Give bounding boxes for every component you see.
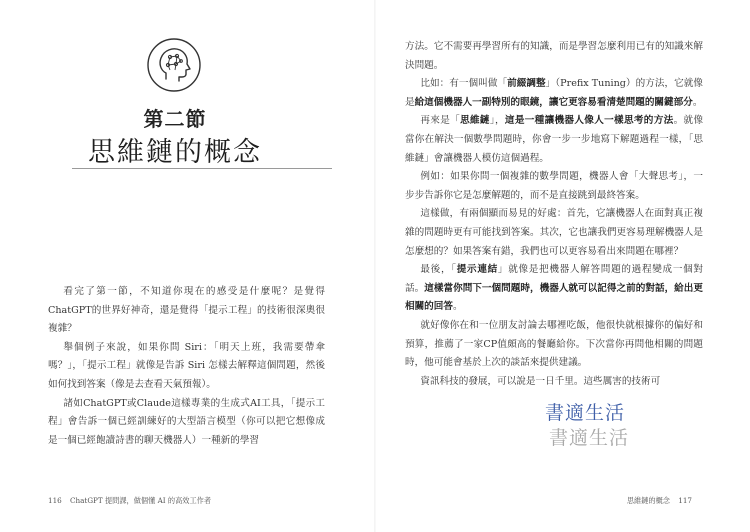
- running-title: 思維鏈的概念: [626, 496, 670, 505]
- bold-text: 前綴調整: [507, 78, 546, 90]
- bold-text: 思維鏈: [460, 115, 490, 127]
- text-run: 」，: [489, 115, 505, 127]
- right-body-text: [405, 38, 703, 391]
- title-divider: [72, 168, 332, 169]
- paragraph: [405, 38, 703, 75]
- paragraph: [405, 112, 703, 168]
- bold-text: 給這個機器人一副特別的眼鏡，讓它更容易看清楚問題的關鍵部分: [414, 96, 693, 108]
- section-title: 思維鏈的概念: [88, 137, 262, 168]
- paragraph: [405, 205, 703, 261]
- page-number: 117: [678, 496, 692, 505]
- paragraph: [405, 168, 703, 205]
- book-title: ChatGPT 提問課，做個懂 AI 的高效工作者: [70, 496, 212, 505]
- bold-text: 提示連結: [456, 264, 498, 276]
- text-run: 資訊科技的發展，可以說是一日千里。這些厲害的技術可: [420, 375, 661, 387]
- page-number: 116: [48, 496, 62, 505]
- paragraph: 諸如ChatGPT或Claude這樣專業的生成式AI工具，「提示工程」會告訴一個已經訓練好的大型語言模型（你可以把它想像成是一個已經飽讀詩書的聊天機器人）一種新的學習: [48, 397, 325, 446]
- paragraph: [405, 373, 703, 392]
- right-footer: [627, 496, 698, 506]
- left-body-text: [48, 283, 325, 450]
- text-run: 」就像是把機器人解答問題的過程變成一個對話。: [405, 264, 704, 294]
- paragraph: [405, 317, 703, 373]
- section-number: 第二節: [143, 107, 207, 131]
- text-run: 。就像當你在解決一個數學問題時，你會一步一步地寫下解題過程一樣，「思維鏈」會讓機器人模仿這個過程。: [405, 115, 704, 164]
- head-profile-circuit-icon: [146, 37, 202, 93]
- text-run: 比如：有一個叫做「: [420, 78, 508, 90]
- text-run: 方法。它不需要再學習所有的知識，而是學習怎麼利用已有的知識來解決問題。: [405, 41, 703, 71]
- text-run: 」（Prefix Tuning）的方法，它就像是: [405, 78, 704, 108]
- text-run: 再來是「: [420, 115, 461, 127]
- bold-text: 這樣當你問下一個問題時，機器人就可以記得之前的對話，給出更相關的回答: [405, 282, 704, 313]
- paragraph: 看完了第一節，不知道你現在的感受是什麼呢？是覺得ChatGPT的世界好神奇，還是覺得「提示工程」的技術很深奧很複雜？: [48, 286, 325, 335]
- paragraph: [405, 261, 703, 317]
- text-run: 就好像你在和一位朋友討論去哪裡吃飯，他很快就根據你的偏好和預算，推薦了一家CP值頗高的餐廳給你。下次當你再問他相關的問題時，他可能會基於上次的談話來提供建議。: [405, 319, 703, 369]
- watermark-text-shadow: 書適生活: [549, 427, 630, 449]
- bold-text: 這是一種讓機器人像人一樣思考的方法: [504, 115, 674, 127]
- paragraph: 舉個例子來說，如果你問 Siri：「明天上班，我需要帶傘嗎？」，「提示工程」就像是告訴 Siri 怎樣去解釋這個問題，然後如何找到答案（像是去查看天氣預報）。: [48, 341, 325, 390]
- left-footer: [48, 496, 217, 506]
- text-run: 例如：如果你問一個複雜的數學問題，機器人會「大聲思考」，一步步告訴你它是怎麼解題的，而不是直接跳到最終答案。: [405, 171, 703, 201]
- text-run: 這樣做，有兩個顯而易見的好處：首先，它讓機器人在面對真正複雜的問題時更有可能找到答案。其次，它也讓我們更容易理解機器人是怎麼想的？如果答案有錯，我們也可以更容易看出來問題在哪裡？: [405, 208, 703, 257]
- text-run: 。: [692, 96, 703, 108]
- watermark-text: 書適生活: [545, 402, 626, 424]
- text-run: 。: [452, 301, 463, 313]
- text-run: 最後，「: [420, 264, 457, 276]
- paragraph: [405, 75, 703, 112]
